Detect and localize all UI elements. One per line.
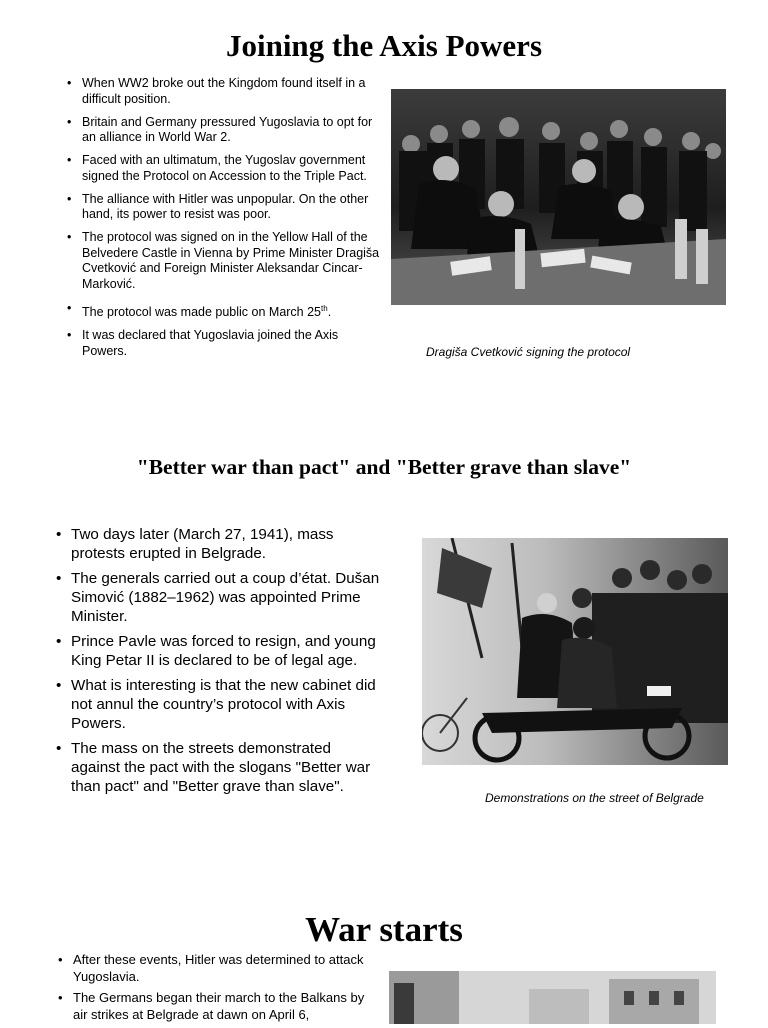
list-item [82, 328, 384, 359]
bullet-text: The protocol was made public on March 25 [82, 305, 322, 320]
list-item [71, 569, 383, 626]
list-item [73, 990, 373, 1023]
list-item [82, 76, 384, 107]
bullet-text: After these events, Hitler was determined to attack Yugoslavia. [73, 952, 364, 984]
bullet-text: Prince Pavle was forced to resign, and young King Petar II is declared to be of legal age. [71, 633, 376, 669]
photo-caption-protocol: Dragiša Cvetković signing the protocol [426, 345, 631, 359]
bullet-text: The mass on the streets demonstrated against the pact with the slogans "Better war than pact" and "Better grave than slave". [71, 740, 371, 795]
bullet-text: The alliance with Hitler was unpopular. On the other hand, its power to resist was poor. [82, 191, 369, 221]
list-item [71, 739, 383, 796]
bullet-text-tail: . [327, 305, 332, 320]
bullet-text: The Germans began their march to the Balkans by air strikes at Belgrade at dawn on April 6, [73, 990, 365, 1022]
superscript: th [321, 304, 328, 313]
bullet-text: Faced with an ultimatum, the Yugoslav government signed the Protocol on Accession to the Triple Pact. [82, 153, 367, 183]
photo-caption-demonstrations: Demonstrations on the street of Belgrade [485, 791, 704, 805]
list-item [71, 676, 383, 733]
list-item [82, 192, 384, 223]
bullet-text: Britain and Germany pressured Yugoslavia to opt for an alliance in World War 2. [82, 114, 373, 144]
bullet-text: It was declared that Yugoslavia joined the Axis Powers. [82, 328, 339, 358]
bullet-list-joining-axis [82, 76, 384, 367]
list-item [82, 153, 384, 184]
photo-war-starts [389, 971, 716, 1024]
bullet-list-better-war [71, 525, 383, 802]
section-title-war-starts: War starts [305, 910, 463, 949]
list-item [82, 230, 384, 292]
bullet-text: Two days later (March 27, 1941), mass protests erupted in Belgrade. [71, 526, 334, 562]
list-item [82, 301, 384, 321]
section-title-joining-axis: Joining the Axis Powers [225, 28, 543, 63]
section-title-better-war: "Better war than pact" and "Better grave than slave" [136, 455, 632, 479]
list-item [71, 525, 383, 563]
photo-belgrade-demonstrations [422, 538, 728, 765]
bullet-text: The generals carried out a coup d’état. Dušan Simović (1882–1962) was appointed Prime Minister. [71, 570, 380, 625]
bullet-text: What is interesting is that the new cabinet did not annul the country’s protocol with Axis Powers. [71, 677, 376, 732]
photo-protocol-signing [391, 89, 726, 305]
list-item [73, 952, 373, 985]
list-item [82, 115, 384, 146]
bullet-text: When WW2 broke out the Kingdom found itself in a difficult position. [82, 76, 366, 106]
list-item [71, 632, 383, 670]
bullet-text: The protocol was signed on in the Yellow Hall of the Belvedere Castle in Vienna by Prime Minister Dragiša Cvetković and Foreign Minister Aleksandar Cincar-Marković. [82, 230, 380, 291]
bullet-list-war-starts [73, 952, 373, 1028]
